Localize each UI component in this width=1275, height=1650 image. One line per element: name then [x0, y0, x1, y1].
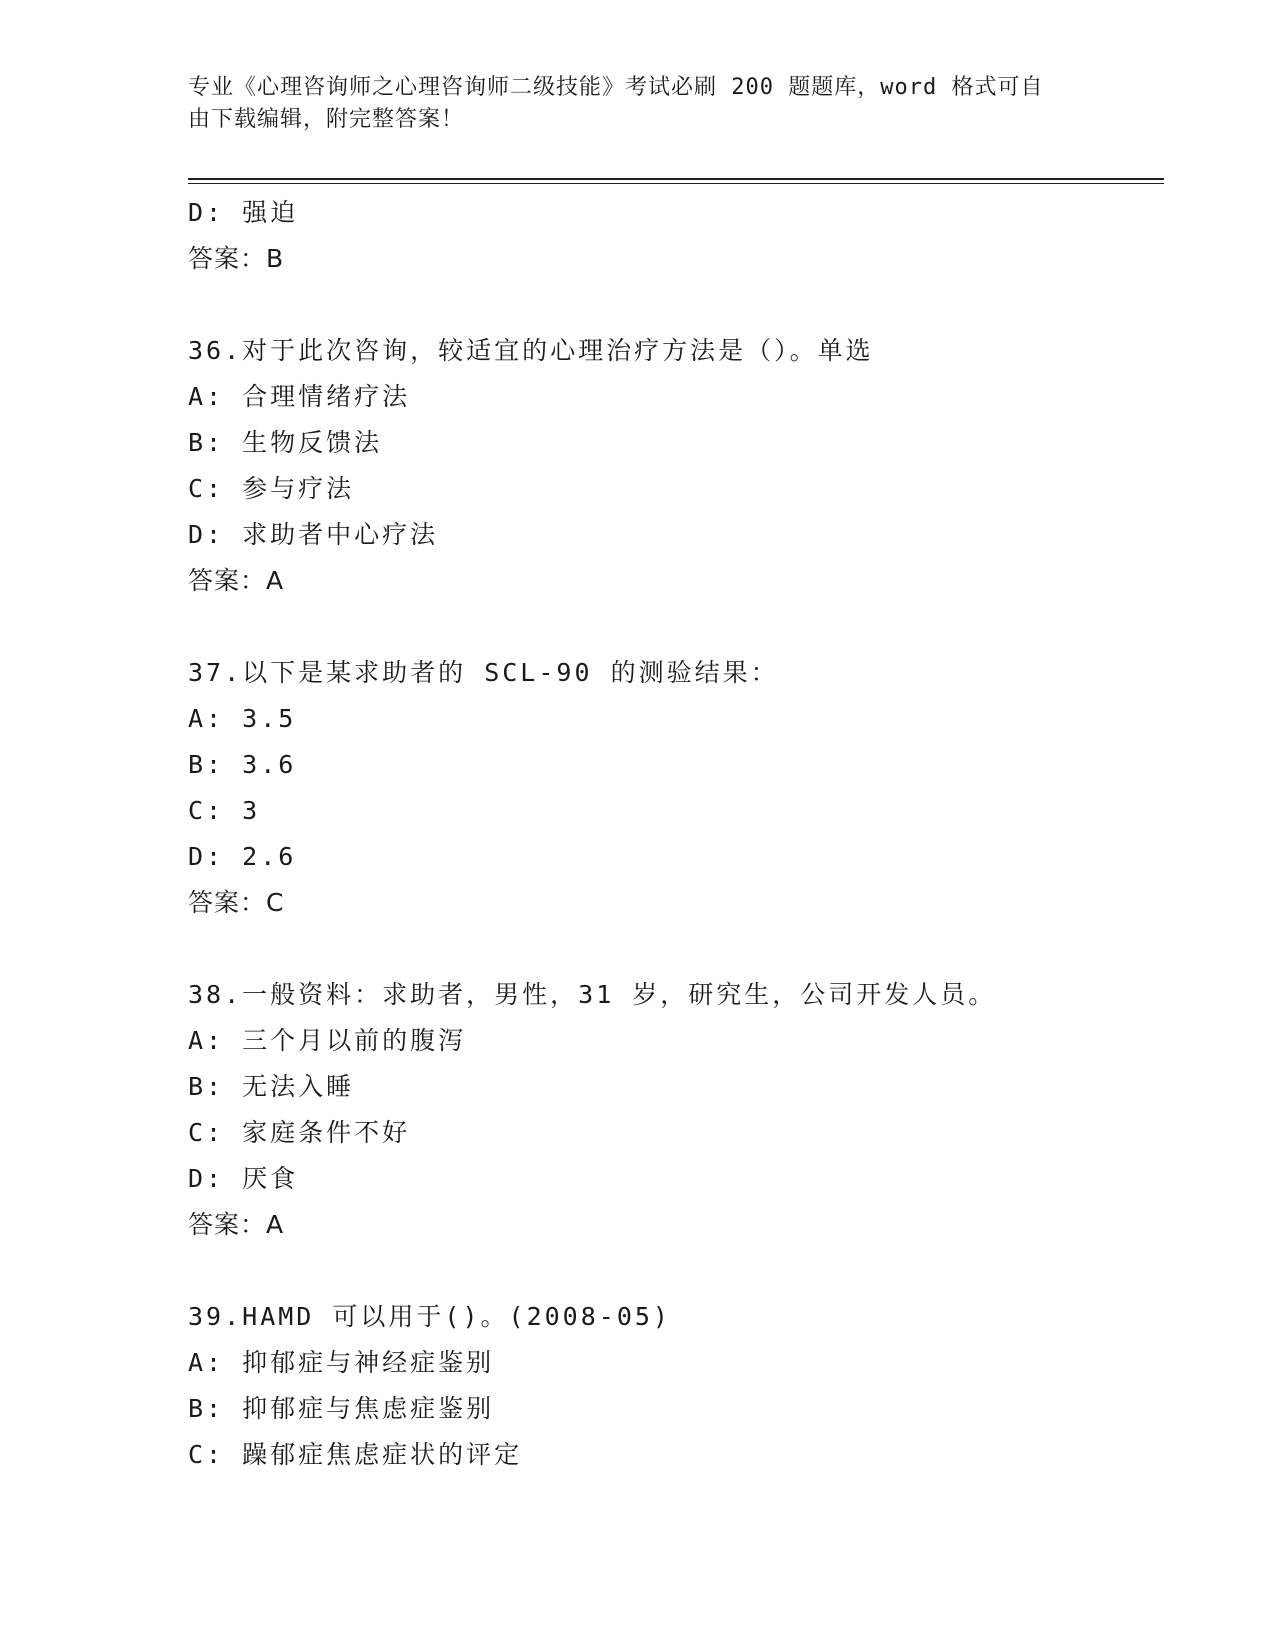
q39-option-a: A: 抑郁症与神经症鉴别	[188, 1348, 495, 1377]
q37-answer: 答案：C	[188, 888, 285, 917]
q36-option-a: A: 合理情绪疗法	[188, 382, 411, 411]
header-line-2: 由下载编辑，附完整答案！	[188, 107, 465, 132]
prev-answer: 答案：B	[188, 244, 285, 273]
header-divider-top	[188, 178, 1164, 180]
q36-stem: 36.对于此次咨询，较适宜的心理治疗方法是（）。单选	[188, 336, 874, 365]
q38-option-c: C: 家庭条件不好	[188, 1118, 411, 1147]
q37-option-b: B: 3.6	[188, 750, 297, 779]
question-list	[188, 190, 1168, 1478]
q39-stem: 39.HAMD 可以用于()。(2008-05)	[188, 1302, 671, 1331]
q37-option-d: D: 2.6	[188, 842, 297, 871]
q38-option-a: A: 三个月以前的腹泻	[188, 1026, 467, 1055]
prev-option-d: D: 强迫	[188, 198, 299, 227]
q38-option-d: D: 厌食	[188, 1164, 299, 1193]
q39-option-c: C: 躁郁症焦虑症状的评定	[188, 1440, 523, 1469]
q37-option-a: A: 3.5	[188, 704, 297, 733]
q36-option-b: B: 生物反馈法	[188, 428, 383, 457]
spacer	[188, 926, 1168, 972]
q39-option-b: B: 抑郁症与焦虑症鉴别	[188, 1394, 495, 1423]
q38-answer: 答案：A	[188, 1210, 285, 1239]
q37-option-c: C: 3	[188, 796, 261, 825]
spacer	[188, 604, 1168, 650]
q37-stem: 37.以下是某求助者的 SCL-90 的测验结果：	[188, 658, 779, 687]
spacer	[188, 1248, 1168, 1294]
q38-stem: 38.一般资料：求助者，男性，31 岁，研究生，公司开发人员。	[188, 980, 997, 1009]
q36-answer: 答案：A	[188, 566, 285, 595]
header-divider-bottom	[188, 183, 1164, 184]
q36-option-d: D: 求助者中心疗法	[188, 520, 439, 549]
spacer	[188, 282, 1168, 328]
document-header	[188, 72, 1088, 136]
header-line-1: 专业《心理咨询师之心理咨询师二级技能》考试必刷 200 题题库，word 格式可自	[188, 75, 1044, 100]
q38-option-b: B: 无法入睡	[188, 1072, 355, 1101]
q36-option-c: C: 参与疗法	[188, 474, 355, 503]
